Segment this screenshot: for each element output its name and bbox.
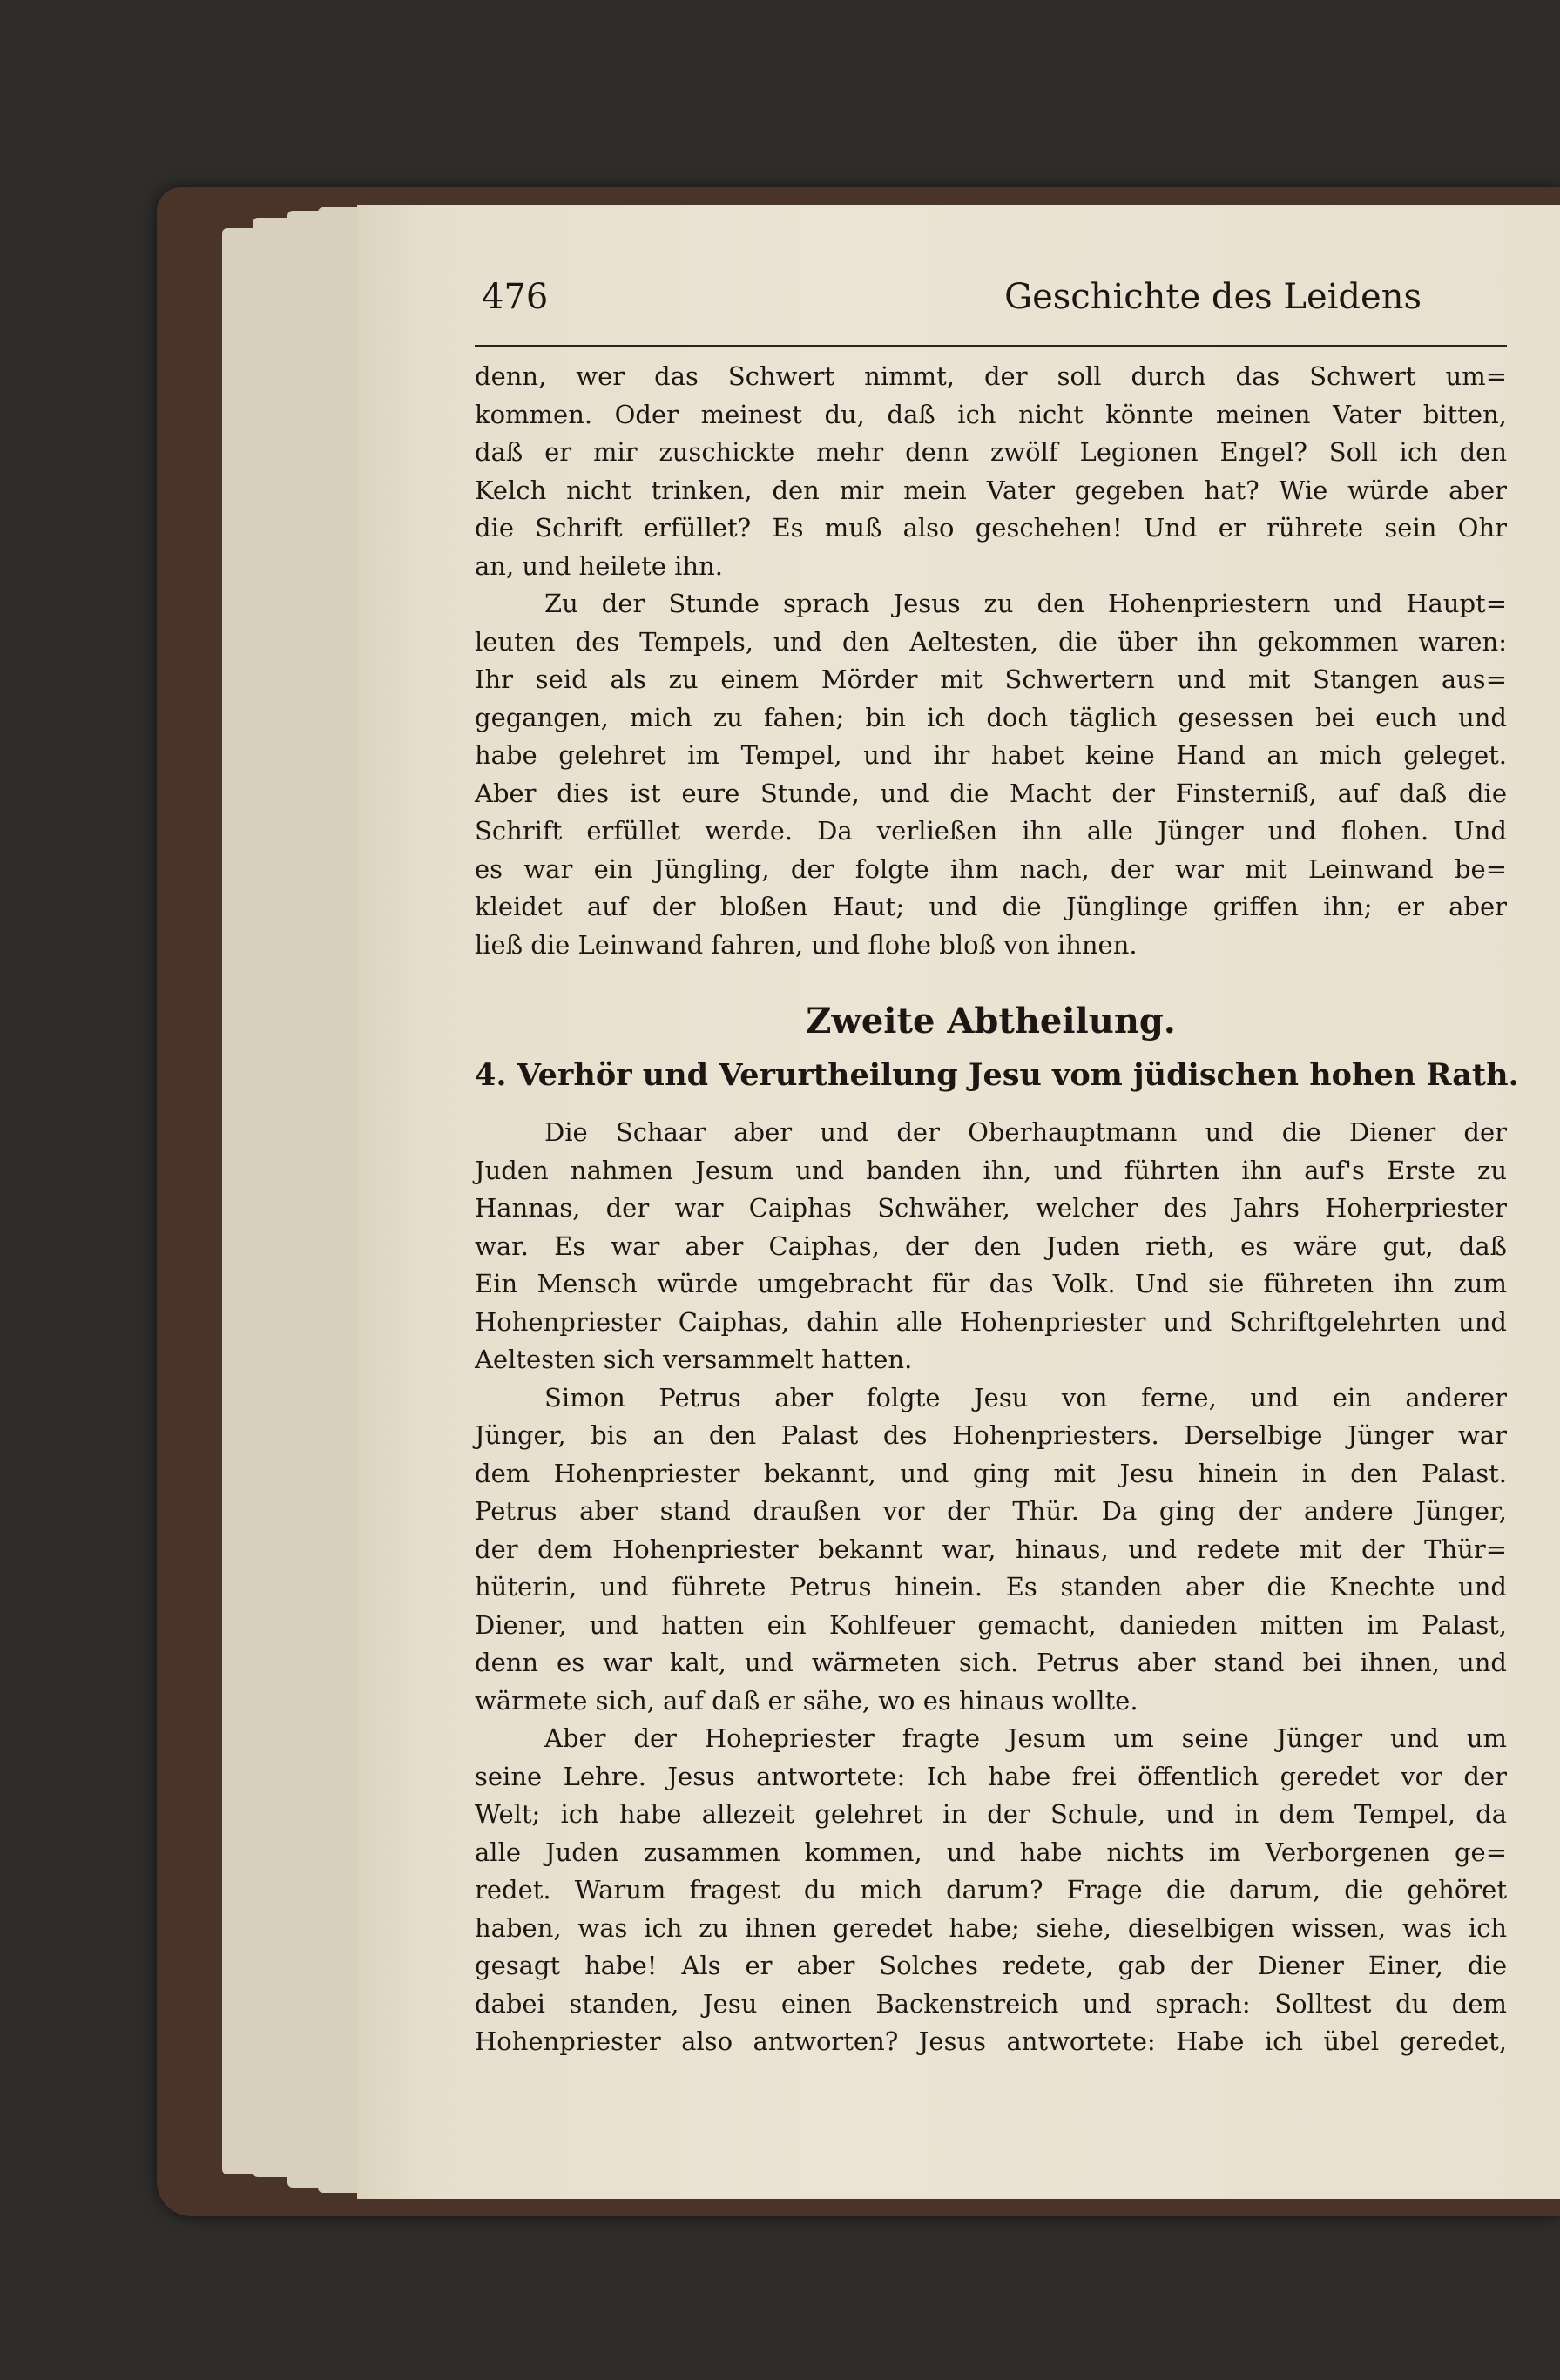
text-line: Aeltesten sich versammelt hatten.: [475, 1345, 913, 1374]
text-line: Aber der Hohepriester fragte Jesum um seine Jünger und um: [544, 1723, 1507, 1753]
text-line: habe gelehret im Tempel, und ihr habet keine Hand an mich geleget.: [475, 740, 1507, 770]
text-line: an, und heilete ihn.: [475, 550, 723, 581]
text-line: Aber dies ist eure Stunde, und die Macht der Finsterniß, auf daß die: [475, 778, 1507, 808]
text-line: es war ein Jüngling, der folgte ihm nach, der war mit Leinwand be=: [475, 853, 1507, 884]
text-line: war. Es war aber Caiphas, der den Juden rieth, es wäre gut, daß: [475, 1230, 1507, 1261]
text-line: Diener, und hatten ein Kohlfeuer gemacht, danieden mitten im Palast,: [475, 1609, 1507, 1640]
text-line: Hannas, der war Caiphas Schwäher, welcher des Jahrs Hoherpriester: [475, 1193, 1507, 1223]
text-line: Die Schaar aber und der Oberhauptmann und die Diener der: [544, 1117, 1507, 1147]
text-line: leuten des Tempels, und den Aeltesten, die über ihn gekommen waren:: [475, 626, 1507, 657]
text-line: die Schrift erfüllet? Es muß also geschehen! Und er rührete sein Ohr: [475, 513, 1507, 543]
text-line: dem Hohenpriester bekannt, und ging mit Jesu hinein in den Palast.: [475, 1458, 1507, 1488]
text-line: Ein Mensch würde umgebracht für das Volk. Und sie führeten ihn zum: [475, 1269, 1507, 1298]
text-line: kleidet auf der bloßen Haut; und die Jünglinge griffen ihn; er aber: [475, 892, 1507, 921]
text-line: seine Lehre. Jesus antwortete: Ich habe frei öffentlich geredet vor der: [475, 1761, 1507, 1791]
text-line: wärmete sich, auf daß er sähe, wo es hinaus wollte.: [475, 1685, 1138, 1716]
text-line: Zu der Stunde sprach Jesus zu den Hohenpriestern und Haupt=: [544, 589, 1507, 618]
text-line: Kelch nicht trinken, den mir mein Vater gegeben hat? Wie würde aber: [475, 475, 1507, 505]
text-line: daß er mir zuschickte mehr denn zwölf Legionen Engel? Soll ich den: [475, 437, 1507, 467]
text-line: hüterin, und führete Petrus hinein. Es standen aber die Knechte und: [475, 1572, 1507, 1601]
page-number: 476: [482, 277, 549, 317]
paragraph: [475, 1114, 1507, 1379]
paragraph: [475, 1379, 1507, 1721]
text-line: denn es war kalt, und wärmeten sich. Petrus aber stand bei ihnen, und: [475, 1648, 1507, 1677]
running-title: Geschichte des Leidens: [1004, 277, 1422, 317]
text-line: haben, was ich zu ihnen geredet habe; siehe, dieselbigen wissen, was ich: [475, 1912, 1507, 1943]
text-line: gesagt habe! Als er aber Solches redete, gab der Diener Einer, die: [475, 1951, 1507, 1980]
text-line: Schrift erfüllet werde. Da verließen ihn alle Jünger und flohen. Und: [475, 816, 1507, 846]
text-line: kommen. Oder meinest du, daß ich nicht könnte meinen Vater bitten,: [475, 399, 1507, 429]
text-line: dabei standen, Jesu einen Backenstreich und sprach: Solltest du dem: [475, 1988, 1507, 2019]
text-line: Simon Petrus aber folgte Jesu von ferne, und ein anderer: [544, 1382, 1507, 1412]
text-line: denn, wer das Schwert nimmt, der soll durch das Schwert um=: [475, 361, 1507, 391]
text-line: ließ die Leinwand fahren, und flohe bloß von ihnen.: [475, 929, 1138, 960]
text-line: alle Juden zusammen kommen, und habe nichts im Verborgenen ge=: [475, 1837, 1507, 1867]
page-header: [475, 277, 1507, 329]
chapter-title: 4. Verhör und Verurtheilung Jesu vom jüdischen hohen Rath.: [475, 1057, 1519, 1093]
paragraph: [475, 1720, 1507, 2061]
text-line: Petrus aber stand draußen vor der Thür. Da ging der andere Jünger,: [475, 1496, 1507, 1526]
text-line: Welt; ich habe allezeit gelehret in der Schule, und in dem Tempel, da: [475, 1799, 1507, 1829]
paragraph: [475, 585, 1507, 964]
text-line: Jünger, bis an den Palast des Hohenpriesters. Derselbige Jünger war: [475, 1420, 1507, 1450]
header-rule: [475, 345, 1507, 347]
text-line: Hohenpriester Caiphas, dahin alle Hohenpriester und Schriftgelehrten und: [475, 1306, 1507, 1337]
text-line: Hohenpriester also antworten? Jesus antwortete: Habe ich übel geredet,: [475, 2026, 1507, 2056]
text-line: redet. Warum fragest du mich darum? Frage die darum, die gehöret: [475, 1875, 1507, 1905]
page-content: [475, 277, 1519, 2061]
text-line: gegangen, mich zu fahen; bin ich doch täglich gesessen bei euch und: [475, 702, 1507, 732]
section-title: Zweite Abtheilung.: [806, 1001, 1176, 1042]
paragraph: [475, 358, 1507, 585]
text-line: der dem Hohenpriester bekannt war, hinaus, und redete mit der Thür=: [475, 1534, 1507, 1564]
text-line: Ihr seid als zu einem Mörder mit Schwertern und mit Stangen aus=: [475, 664, 1507, 694]
text-line: Juden nahmen Jesum und banden ihn, und führten ihn auf's Erste zu: [475, 1155, 1507, 1185]
